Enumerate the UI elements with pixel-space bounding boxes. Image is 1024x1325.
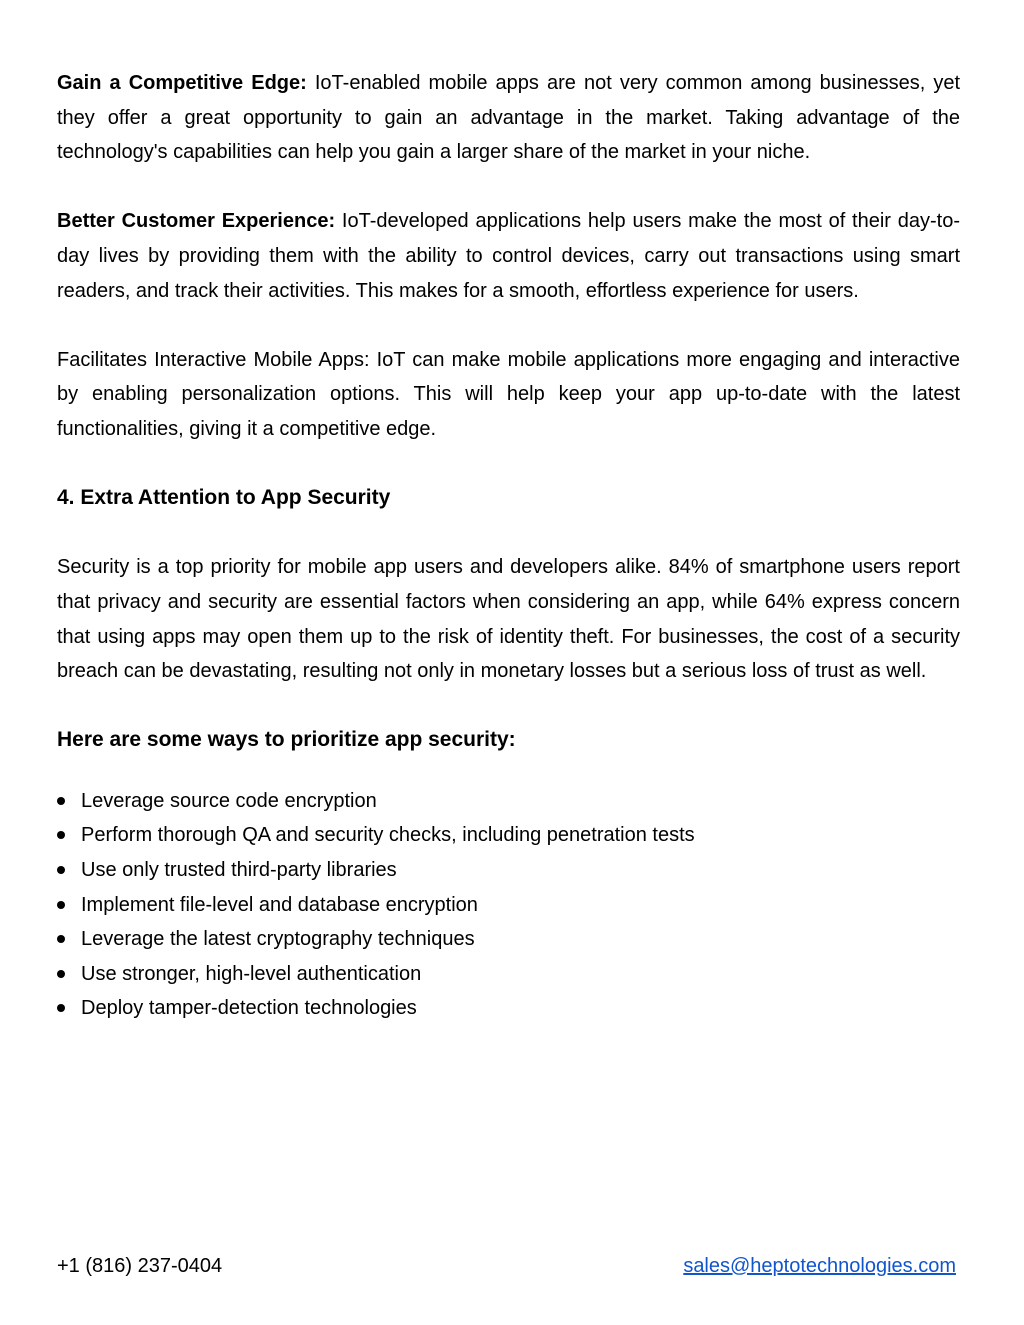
list-item bbox=[57, 853, 960, 888]
list-item bbox=[57, 818, 960, 853]
paragraph-spacer bbox=[57, 308, 960, 343]
list-item-text: Deploy tamper-detection technologies bbox=[81, 997, 417, 1020]
paragraph-text: Facilitates Interactive Mobile Apps: IoT can make mobile applications more engaging and interactive by enabling personalization options. This will help keep your app up-to-date with the latest functionalities, giving it a competitive edge. bbox=[57, 348, 960, 440]
paragraph-spacer bbox=[57, 516, 960, 551]
bullet-icon bbox=[57, 1004, 65, 1012]
list-item bbox=[57, 784, 960, 819]
document-body bbox=[57, 66, 960, 1026]
list-item-text: Use only trusted third-party libraries bbox=[81, 859, 397, 882]
list-item-text: Use stronger, high-level authentication bbox=[81, 962, 422, 985]
bullet-icon bbox=[57, 797, 65, 805]
section-heading-app-security: 4. Extra Attention to App Security bbox=[57, 486, 391, 510]
paragraph-spacer bbox=[57, 170, 960, 205]
bullet-icon bbox=[57, 935, 65, 943]
paragraph-spacer bbox=[57, 758, 960, 784]
list-item-text: Leverage the latest cryptography techniques bbox=[81, 928, 475, 951]
bullet-icon bbox=[57, 831, 65, 839]
bullet-icon bbox=[57, 970, 65, 978]
footer-phone: +1 (816) 237-0404 bbox=[57, 1255, 223, 1277]
list-item bbox=[57, 957, 960, 992]
paragraph-security: Security is a top priority for mobile app users and developers alike. 84% of smartphone users report that privacy and security are essential factors when considering an app, while 64% express concern that using apps may open them up to the risk of identity theft. For businesses, the cost of a security breach can be devastating, resulting not only in monetary losses but a serious loss of trust as well. bbox=[57, 556, 960, 683]
paragraph-lead: Better Customer Experience: bbox=[57, 210, 336, 233]
paragraph-customer-experience bbox=[57, 204, 960, 308]
paragraph-competitive-edge bbox=[57, 66, 960, 170]
paragraph-text: IoT-enabled mobile apps are not very common among businesses, yet they offer a great opportunity to gain an advantage in the market. Taking advantage of the technology's capabilities can help you gain a larger share of the market in your niche. bbox=[57, 72, 960, 164]
bullet-icon bbox=[57, 866, 65, 874]
bullet-icon bbox=[57, 901, 65, 909]
section-heading-prioritize-security: Here are some ways to prioritize app security: bbox=[57, 728, 516, 752]
list-item bbox=[57, 888, 960, 923]
paragraph-text: IoT-developed applications help users make the most of their day-to-day lives by providing them with the ability to control devices, carry out transactions using smart readers, and track their activities. This makes for a smooth, effortless experience for users. bbox=[57, 210, 960, 302]
list-item-text: Leverage source code encryption bbox=[81, 789, 377, 812]
paragraph-lead: Gain a Competitive Edge: bbox=[57, 72, 307, 94]
paragraph-spacer bbox=[57, 689, 960, 724]
list-item bbox=[57, 922, 960, 957]
list-item-text: Perform thorough QA and security checks, including penetration tests bbox=[81, 824, 695, 847]
list-item-text: Implement file-level and database encryption bbox=[81, 893, 478, 916]
paragraph-interactive-apps bbox=[57, 343, 960, 447]
paragraph-spacer bbox=[57, 447, 960, 482]
footer-email-link[interactable]: sales@heptotechnologies.com bbox=[683, 1255, 956, 1277]
list-item bbox=[57, 991, 960, 1026]
security-ways-list bbox=[57, 784, 960, 1026]
